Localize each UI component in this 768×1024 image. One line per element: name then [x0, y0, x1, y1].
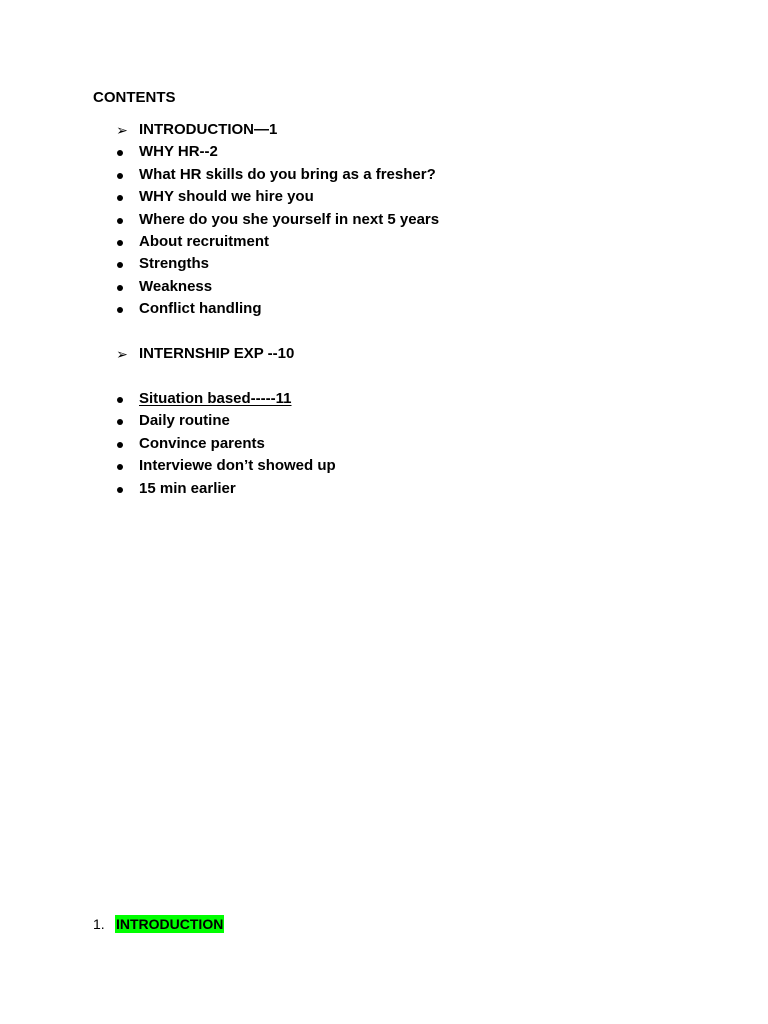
list-item	[0, 388, 768, 410]
arrow-bullet-icon: ➢	[116, 346, 128, 362]
list-item	[0, 141, 768, 163]
list-item	[0, 410, 768, 432]
list-item	[0, 119, 768, 141]
list-item-text: Situation based-----11	[139, 390, 292, 407]
list-item	[0, 478, 768, 500]
list-item	[0, 455, 768, 477]
list-item	[0, 253, 768, 275]
list-item	[0, 433, 768, 455]
list-item-text: Where do you she yourself in next 5 years	[139, 210, 440, 228]
list-item-text: WHY should we hire you	[139, 188, 314, 206]
list-item-text: INTRODUCTION—1	[139, 121, 278, 138]
situation-list	[0, 388, 768, 500]
list-item-text: Convince parents	[139, 434, 265, 452]
list-item-text: What HR skills do you bring as a fresher?	[139, 165, 436, 183]
list-item-text: Strengths	[139, 255, 210, 273]
list-item	[0, 209, 768, 231]
list-item-text: INTERNSHIP EXP --10	[139, 345, 295, 362]
list-item	[0, 298, 768, 320]
list-item-text: Daily routine	[139, 412, 230, 430]
contents-heading: CONTENTS	[93, 89, 176, 106]
list-item-text: WHY HR--2	[139, 143, 218, 161]
section-number: 1.	[93, 916, 105, 932]
list-item	[0, 231, 768, 253]
list-item	[0, 343, 768, 365]
list-item	[0, 186, 768, 208]
list-item-text: 15 min earlier	[139, 479, 236, 497]
list-item-text: Weakness	[139, 277, 213, 295]
internship-list	[0, 343, 768, 365]
section-title-highlighted: INTRODUCTION	[116, 916, 224, 932]
arrow-bullet-icon: ➢	[116, 122, 128, 138]
list-item-text: About recruitment	[139, 232, 270, 250]
list-item	[0, 164, 768, 186]
list-item-text: Interviewe don’t showed up	[139, 457, 336, 475]
list-item	[0, 276, 768, 298]
contents-list	[0, 119, 768, 321]
list-item-text: Conflict handling	[139, 300, 262, 318]
